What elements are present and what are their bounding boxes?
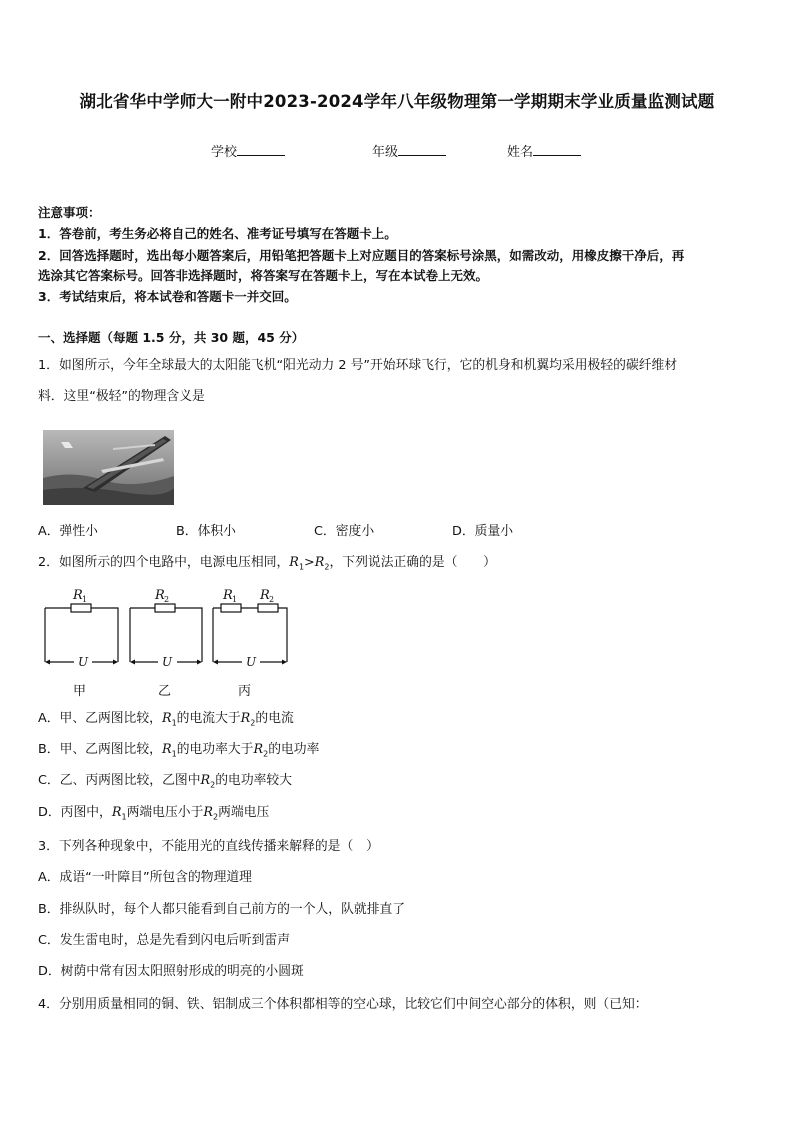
q2-option-a-r2: R xyxy=(240,711,251,726)
q2-option-c xyxy=(38,769,292,790)
q1-option-b: B．体积小 xyxy=(176,524,236,539)
circuit2-r-label: R xyxy=(155,588,165,603)
q2-r2: R xyxy=(314,555,325,570)
circuit3-r2-label: R xyxy=(260,588,270,603)
circuit-diagram xyxy=(38,583,298,701)
q2-option-c-r-sub: 2 xyxy=(210,780,216,790)
q2-option-d-r-sub: 1 xyxy=(121,812,127,822)
school-field xyxy=(211,141,285,160)
circuit1-u-label: U xyxy=(78,655,89,669)
q2-option-d-prefix: D．丙图中， xyxy=(38,805,112,820)
school-label: 学校 xyxy=(211,145,238,160)
q2-stem xyxy=(38,551,496,572)
q2-option-a-r: R xyxy=(161,711,172,726)
q2-option-b-mid: 的电功率大于 xyxy=(176,742,254,757)
grade-blank xyxy=(398,142,446,156)
q2-option-a-r-sub: 1 xyxy=(171,718,177,728)
school-blank xyxy=(237,142,285,156)
circuit3-u-label: U xyxy=(246,655,257,669)
q3-option-c: C．发生雷电时，总是先看到闪电后听到雷声 xyxy=(38,933,291,948)
q2-option-c-r: R xyxy=(200,773,211,788)
q3-stem: 3．下列各种现象中，不能用光的直线传播来解释的是（ ） xyxy=(38,839,379,854)
q2-option-b-suffix: 的电功率 xyxy=(268,742,320,757)
q2-option-a xyxy=(38,707,294,728)
q2-option-b-r2: R xyxy=(253,742,264,757)
q2-option-d-suffix: 两端电压 xyxy=(218,805,270,820)
notice-heading: 注意事项： xyxy=(38,205,101,220)
q2-option-b-prefix: B．甲、乙两图比较， xyxy=(38,742,162,757)
notice-item-2: 2．回答选择题时，选出每小题答案后，用铅笔把答题卡上对应题目的答案标号涂黑，如需改动，用橡皮擦干净后，再 xyxy=(38,248,685,263)
grade-label: 年级 xyxy=(372,145,399,160)
q2-option-b-r-sub: 1 xyxy=(171,749,177,759)
circuit1-r-label: R xyxy=(73,588,83,603)
q4-stem: 4．分别用质量相同的铜、铁、铝制成三个体积都相等的空心球，比较它们中间空心部分的体积，则（已知： xyxy=(38,997,648,1012)
q2-r1-sub: 1 xyxy=(298,562,305,572)
page-title: 湖北省华中学师大一附中2023-2024学年八年级物理第一学期期末学业质量监测试题 xyxy=(79,92,715,111)
q2-stem-prefix: 2．如图所示的四个电路中，电源电压相同， xyxy=(38,555,290,570)
q2-option-c-mid: 的电功率较大 xyxy=(215,773,293,788)
q1-option-c: C．密度小 xyxy=(314,524,375,539)
notice-item-1: 1．答卷前，考生务必将自己的姓名、准考证号填写在答题卡上。 xyxy=(38,226,397,241)
notice-item-3: 3．考试结束后，将本试卷和答题卡一并交回。 xyxy=(38,289,297,304)
circuit3-r1-label: R xyxy=(223,588,233,603)
q2-option-d-r2: R xyxy=(203,805,213,820)
q1-stem-line1: 1．如图所示，今年全球最大的太阳能飞机“阳光动力 2 号”开始环球飞行，它的机身和机翼均采用极轻的碳纤维材 xyxy=(38,358,678,373)
q3-option-b: B．排纵队时，每个人都只能看到自己前方的一个人，队就排直了 xyxy=(38,902,406,917)
solar-plane-image xyxy=(43,430,174,505)
q2-option-a-suffix: 的电流 xyxy=(255,711,294,726)
circuit3-r2-sub: 2 xyxy=(269,595,275,604)
section-heading: 一、选择题（每题 1.5 分，共 30 题，45 分） xyxy=(38,330,305,345)
q2-circuits xyxy=(38,583,298,701)
name-label: 姓名 xyxy=(507,145,534,160)
q3-option-a: A．成语“一叶障目”所包含的物理道理 xyxy=(38,870,252,885)
q1-stem-line2: 料．这里“极轻”的物理含义是 xyxy=(38,389,205,404)
q2-option-d-r2-sub: 2 xyxy=(213,812,219,822)
name-blank xyxy=(533,142,581,156)
circuit3-name: 丙 xyxy=(238,684,252,699)
q2-option-a-mid: 的电流大于 xyxy=(176,711,241,726)
q2-stem-suffix: ，下列说法正确的是（ ） xyxy=(329,555,496,570)
q2-option-a-prefix: A．甲、乙两图比较， xyxy=(38,711,162,726)
circuit2-r-sub: 2 xyxy=(164,595,170,604)
circuit1-name: 甲 xyxy=(73,684,87,699)
notice-item-2-cont: 选涂其它答案标号。回答非选择题时，将答案写在答题卡上，写在本试卷上无效。 xyxy=(38,268,489,283)
q2-r1: R xyxy=(289,555,299,570)
q2-option-b xyxy=(38,738,319,759)
q2-option-a-r2-sub: 2 xyxy=(250,718,256,728)
q3-option-d: D．树荫中常有因太阳照射形成的明亮的小圆斑 xyxy=(38,964,304,979)
q2-option-d-mid: 两端电压小于 xyxy=(126,805,204,820)
q2-option-c-prefix: C．乙、丙两图比较，乙图中 xyxy=(38,773,201,788)
name-field xyxy=(507,141,581,160)
circuit3-r1-sub: 1 xyxy=(232,595,238,604)
circuit2-name: 乙 xyxy=(158,684,172,699)
q2-r2-sub: 2 xyxy=(324,562,330,572)
q2-option-b-r: R xyxy=(161,742,172,757)
q2-option-d xyxy=(38,801,269,822)
q1-option-d: D．质量小 xyxy=(452,524,514,539)
grade-field xyxy=(372,141,446,160)
q2-option-b-r2-sub: 2 xyxy=(263,749,269,759)
solar-plane-photo xyxy=(43,430,174,505)
circuit2-u-label: U xyxy=(162,655,173,669)
q2-option-d-r: R xyxy=(111,805,122,820)
q1-option-a: A．弹性小 xyxy=(38,524,98,539)
q2-gt: > xyxy=(304,555,315,570)
circuit1-r-sub: 1 xyxy=(82,595,88,604)
